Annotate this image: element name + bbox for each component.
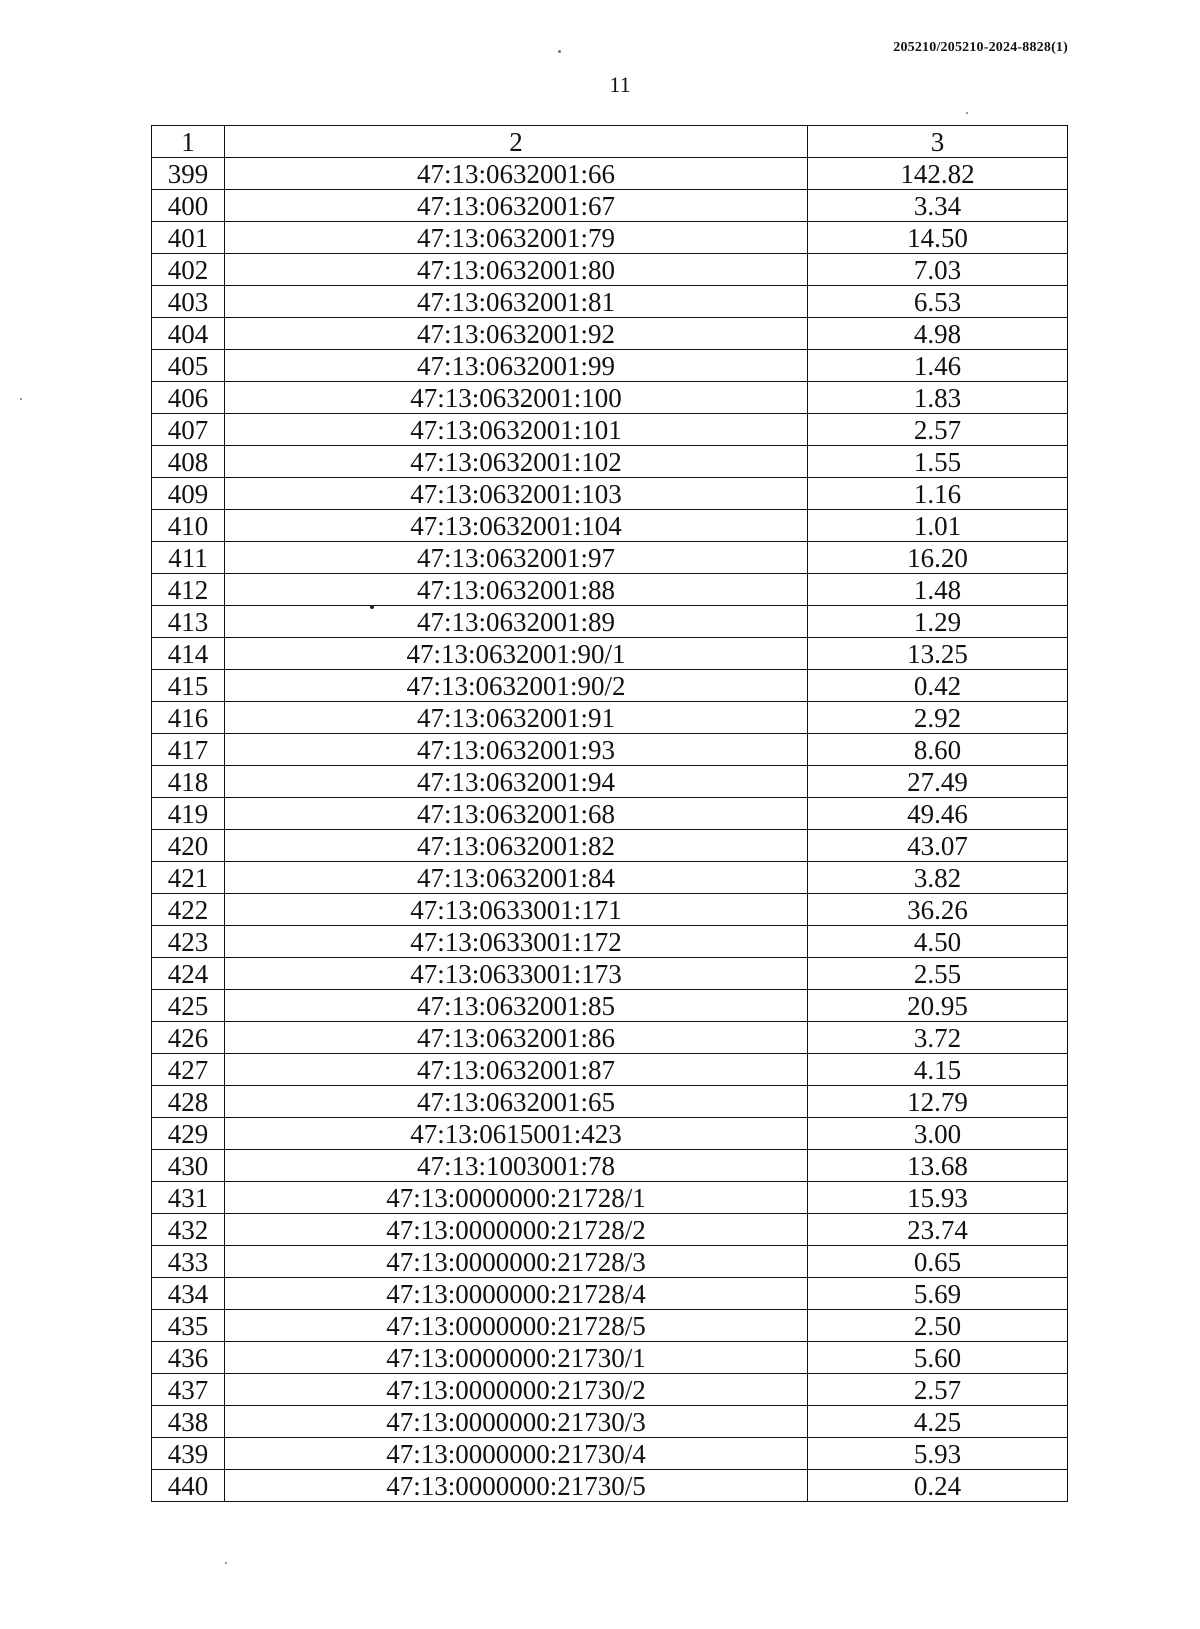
row-number-cell: 424 [152, 958, 225, 990]
table-row [152, 734, 1068, 766]
value-cell: 6.53 [808, 286, 1068, 318]
value-cell: 4.15 [808, 1054, 1068, 1086]
cadastral-number-cell: 47:13:0632001:85 [225, 990, 808, 1022]
table-row [152, 1054, 1068, 1086]
cadastral-number-cell: 47:13:1003001:78 [225, 1150, 808, 1182]
table-header-row [152, 126, 1068, 158]
value-cell: 7.03 [808, 254, 1068, 286]
value-cell: 49.46 [808, 798, 1068, 830]
value-cell: 14.50 [808, 222, 1068, 254]
cadastral-number-cell: 47:13:0000000:21730/2 [225, 1374, 808, 1406]
table-row [152, 286, 1068, 318]
value-cell: 1.55 [808, 446, 1068, 478]
value-cell: 1.29 [808, 606, 1068, 638]
row-number-cell: 425 [152, 990, 225, 1022]
table-row [152, 1022, 1068, 1054]
value-cell: 5.93 [808, 1438, 1068, 1470]
value-cell: 2.92 [808, 702, 1068, 734]
table-row [152, 702, 1068, 734]
scan-speck [558, 50, 561, 53]
value-cell: 3.00 [808, 1118, 1068, 1150]
row-number-cell: 402 [152, 254, 225, 286]
table-row [152, 1278, 1068, 1310]
value-cell: 2.55 [808, 958, 1068, 990]
cadastral-number-cell: 47:13:0000000:21728/2 [225, 1214, 808, 1246]
cadastral-number-cell: 47:13:0632001:66 [225, 158, 808, 190]
table-row [152, 830, 1068, 862]
table-row [152, 1214, 1068, 1246]
document-id: 205210/205210-2024-8828(1) [893, 40, 1068, 55]
value-cell: 2.50 [808, 1310, 1068, 1342]
cadastral-number-cell: 47:13:0615001:423 [225, 1118, 808, 1150]
table-row [152, 862, 1068, 894]
table-row [152, 990, 1068, 1022]
row-number-cell: 428 [152, 1086, 225, 1118]
cadastral-number-cell: 47:13:0632001:101 [225, 414, 808, 446]
scan-speck [225, 1562, 227, 1564]
value-cell: 15.93 [808, 1182, 1068, 1214]
row-number-cell: 408 [152, 446, 225, 478]
row-number-cell: 412 [152, 574, 225, 606]
cadastral-number-cell: 47:13:0632001:92 [225, 318, 808, 350]
value-cell: 1.01 [808, 510, 1068, 542]
cadastral-number-cell: 47:13:0632001:94 [225, 766, 808, 798]
table-row [152, 926, 1068, 958]
value-cell: 1.48 [808, 574, 1068, 606]
cadastral-number-cell: 47:13:0632001:89 [225, 606, 808, 638]
table-row [152, 222, 1068, 254]
value-cell: 1.46 [808, 350, 1068, 382]
data-table [151, 125, 1068, 1502]
table-row [152, 318, 1068, 350]
cadastral-number-cell: 47:13:0632001:97 [225, 542, 808, 574]
table-row [152, 1406, 1068, 1438]
cadastral-number-cell: 47:13:0632001:90/2 [225, 670, 808, 702]
row-number-cell: 417 [152, 734, 225, 766]
row-number-cell: 410 [152, 510, 225, 542]
row-number-cell: 399 [152, 158, 225, 190]
row-number-cell: 420 [152, 830, 225, 862]
cadastral-number-cell: 47:13:0632001:88 [225, 574, 808, 606]
cadastral-number-cell: 47:13:0000000:21728/1 [225, 1182, 808, 1214]
row-number-cell: 403 [152, 286, 225, 318]
cadastral-number-cell: 47:13:0633001:172 [225, 926, 808, 958]
cadastral-number-cell: 47:13:0633001:171 [225, 894, 808, 926]
row-number-cell: 406 [152, 382, 225, 414]
table-row [152, 1342, 1068, 1374]
cadastral-number-cell: 47:13:0632001:93 [225, 734, 808, 766]
value-cell: 142.82 [808, 158, 1068, 190]
row-number-cell: 409 [152, 478, 225, 510]
column-header-3: 3 [808, 126, 1068, 158]
row-number-cell: 431 [152, 1182, 225, 1214]
cadastral-number-cell: 47:13:0632001:91 [225, 702, 808, 734]
table-row [152, 254, 1068, 286]
cadastral-number-cell: 47:13:0000000:21728/5 [225, 1310, 808, 1342]
value-cell: 1.16 [808, 478, 1068, 510]
table-row [152, 606, 1068, 638]
table-row [152, 1470, 1068, 1502]
row-number-cell: 404 [152, 318, 225, 350]
value-cell: 43.07 [808, 830, 1068, 862]
table-row [152, 446, 1068, 478]
cadastral-number-cell: 47:13:0632001:100 [225, 382, 808, 414]
cadastral-number-cell: 47:13:0632001:103 [225, 478, 808, 510]
row-number-cell: 415 [152, 670, 225, 702]
cadastral-number-cell: 47:13:0000000:21730/1 [225, 1342, 808, 1374]
row-number-cell: 435 [152, 1310, 225, 1342]
cadastral-number-cell: 47:13:0632001:86 [225, 1022, 808, 1054]
value-cell: 4.25 [808, 1406, 1068, 1438]
value-cell: 36.26 [808, 894, 1068, 926]
row-number-cell: 438 [152, 1406, 225, 1438]
value-cell: 13.25 [808, 638, 1068, 670]
cadastral-number-cell: 47:13:0000000:21728/3 [225, 1246, 808, 1278]
value-cell: 8.60 [808, 734, 1068, 766]
cadastral-number-cell: 47:13:0632001:102 [225, 446, 808, 478]
value-cell: 23.74 [808, 1214, 1068, 1246]
row-number-cell: 419 [152, 798, 225, 830]
cadastral-number-cell: 47:13:0632001:81 [225, 286, 808, 318]
row-number-cell: 418 [152, 766, 225, 798]
cadastral-number-cell: 47:13:0000000:21730/4 [225, 1438, 808, 1470]
row-number-cell: 422 [152, 894, 225, 926]
table-row [152, 510, 1068, 542]
row-number-cell: 432 [152, 1214, 225, 1246]
table-row [152, 190, 1068, 222]
table-row [152, 1310, 1068, 1342]
value-cell: 16.20 [808, 542, 1068, 574]
value-cell: 13.68 [808, 1150, 1068, 1182]
value-cell: 0.24 [808, 1470, 1068, 1502]
cadastral-number-cell: 47:13:0632001:80 [225, 254, 808, 286]
table-row [152, 1374, 1068, 1406]
row-number-cell: 414 [152, 638, 225, 670]
table-row [152, 542, 1068, 574]
table-row [152, 894, 1068, 926]
cadastral-number-cell: 47:13:0000000:21730/5 [225, 1470, 808, 1502]
cadastral-number-cell: 47:13:0000000:21728/4 [225, 1278, 808, 1310]
row-number-cell: 439 [152, 1438, 225, 1470]
row-number-cell: 400 [152, 190, 225, 222]
cadastral-number-cell: 47:13:0632001:67 [225, 190, 808, 222]
row-number-cell: 411 [152, 542, 225, 574]
row-number-cell: 437 [152, 1374, 225, 1406]
table-row [152, 1246, 1068, 1278]
table-row [152, 1182, 1068, 1214]
value-cell: 3.82 [808, 862, 1068, 894]
table-row [152, 638, 1068, 670]
table-row [152, 766, 1068, 798]
value-cell: 0.42 [808, 670, 1068, 702]
value-cell: 5.60 [808, 1342, 1068, 1374]
table-row [152, 958, 1068, 990]
row-number-cell: 440 [152, 1470, 225, 1502]
scan-speck [20, 398, 22, 400]
row-number-cell: 421 [152, 862, 225, 894]
cadastral-number-cell: 47:13:0632001:68 [225, 798, 808, 830]
row-number-cell: 433 [152, 1246, 225, 1278]
table-row [152, 670, 1068, 702]
table-row [152, 478, 1068, 510]
table-row [152, 574, 1068, 606]
value-cell: 20.95 [808, 990, 1068, 1022]
table-row [152, 382, 1068, 414]
value-cell: 4.98 [808, 318, 1068, 350]
row-number-cell: 407 [152, 414, 225, 446]
cadastral-number-cell: 47:13:0632001:90/1 [225, 638, 808, 670]
row-number-cell: 423 [152, 926, 225, 958]
cadastral-number-cell: 47:13:0632001:87 [225, 1054, 808, 1086]
row-number-cell: 416 [152, 702, 225, 734]
row-number-cell: 401 [152, 222, 225, 254]
value-cell: 5.69 [808, 1278, 1068, 1310]
value-cell: 1.83 [808, 382, 1068, 414]
table-row [152, 798, 1068, 830]
scan-speck [370, 605, 374, 609]
table-row [152, 1150, 1068, 1182]
value-cell: 2.57 [808, 414, 1068, 446]
table-row [152, 1118, 1068, 1150]
value-cell: 27.49 [808, 766, 1068, 798]
value-cell: 3.34 [808, 190, 1068, 222]
row-number-cell: 434 [152, 1278, 225, 1310]
value-cell: 12.79 [808, 1086, 1068, 1118]
cadastral-number-cell: 47:13:0632001:65 [225, 1086, 808, 1118]
value-cell: 0.65 [808, 1246, 1068, 1278]
row-number-cell: 430 [152, 1150, 225, 1182]
table-row [152, 414, 1068, 446]
value-cell: 4.50 [808, 926, 1068, 958]
cadastral-number-cell: 47:13:0632001:104 [225, 510, 808, 542]
table-row [152, 1438, 1068, 1470]
table-row [152, 158, 1068, 190]
row-number-cell: 405 [152, 350, 225, 382]
value-cell: 3.72 [808, 1022, 1068, 1054]
cadastral-number-cell: 47:13:0000000:21730/3 [225, 1406, 808, 1438]
page-number: 11 [609, 72, 631, 97]
cadastral-number-cell: 47:13:0632001:99 [225, 350, 808, 382]
column-header-1: 1 [152, 126, 225, 158]
row-number-cell: 426 [152, 1022, 225, 1054]
table-body [152, 158, 1068, 1502]
cadastral-number-cell: 47:13:0633001:173 [225, 958, 808, 990]
table-row [152, 1086, 1068, 1118]
cadastral-number-cell: 47:13:0632001:84 [225, 862, 808, 894]
row-number-cell: 413 [152, 606, 225, 638]
row-number-cell: 436 [152, 1342, 225, 1374]
cadastral-number-cell: 47:13:0632001:82 [225, 830, 808, 862]
value-cell: 2.57 [808, 1374, 1068, 1406]
table-row [152, 350, 1068, 382]
row-number-cell: 429 [152, 1118, 225, 1150]
row-number-cell: 427 [152, 1054, 225, 1086]
cadastral-number-cell: 47:13:0632001:79 [225, 222, 808, 254]
scan-speck [966, 112, 968, 114]
column-header-2: 2 [225, 126, 808, 158]
